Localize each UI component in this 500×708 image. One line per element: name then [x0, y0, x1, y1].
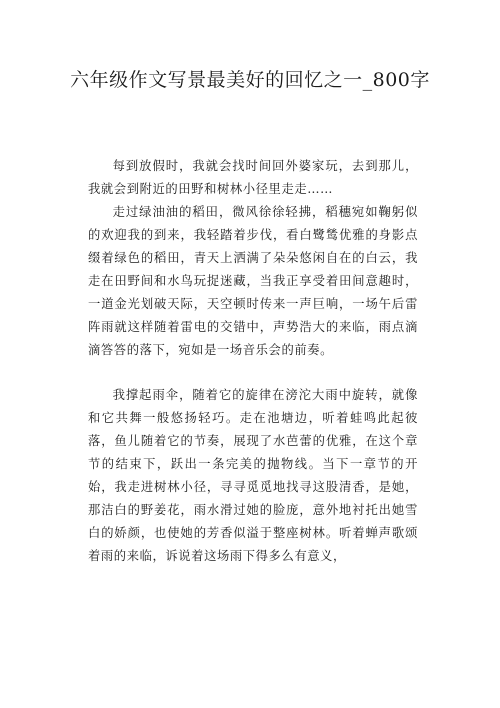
paragraph-3: 我撑起雨伞，随着它的旋律在滂沱大雨中旋转，就像和它共舞一般悠扬轻巧。走在池塘边，听着蛙鸣此起彼落，鱼儿随着它的节奏，展现了水芭蕾的优雅，在这个章节的结束下，跃出一条完美的抛物线。当下一章节的开始，我走进树林小径，寻寻觅觅地找寻这股清香，是她，那洁白的野姜花，雨水滑过她的脸庞，意外地衬托出她雪白的娇颜，也使她的芳香似溢于整座树林。听着蝉声歌颂着雨的来临，诉说着这场雨下得多么有意义， [88, 388, 418, 563]
document-body [88, 155, 418, 568]
paragraph-2: 走过绿油油的稻田，微风徐徐轻拂，稻穗宛如鞠躬似的欢迎我的到来，我轻踏着步伐，看白鹭鸶优雅的身影点缀着绿色的稻田，青天上洒满了朵朵悠闲自在的白云，我走在田野间和水鸟玩捉迷藏，当我正享受着田间意趣时，一道金光划破天际，天空顿时传来一声巨响，一场午后雷阵雨就这样随着雷电的交错中，声势浩大的来临，雨点滴滴答答的落下，宛如是一场音乐会的前奏。 [88, 205, 418, 357]
document-title: 六年级作文写景最美好的回忆之一_800字 [70, 69, 430, 91]
paragraph-1: 每到放假时，我就会找时间回外婆家玩，去到那儿，我就会到附近的田野和树林小径里走走…… [88, 159, 418, 196]
paragraph-spacer [88, 362, 418, 384]
